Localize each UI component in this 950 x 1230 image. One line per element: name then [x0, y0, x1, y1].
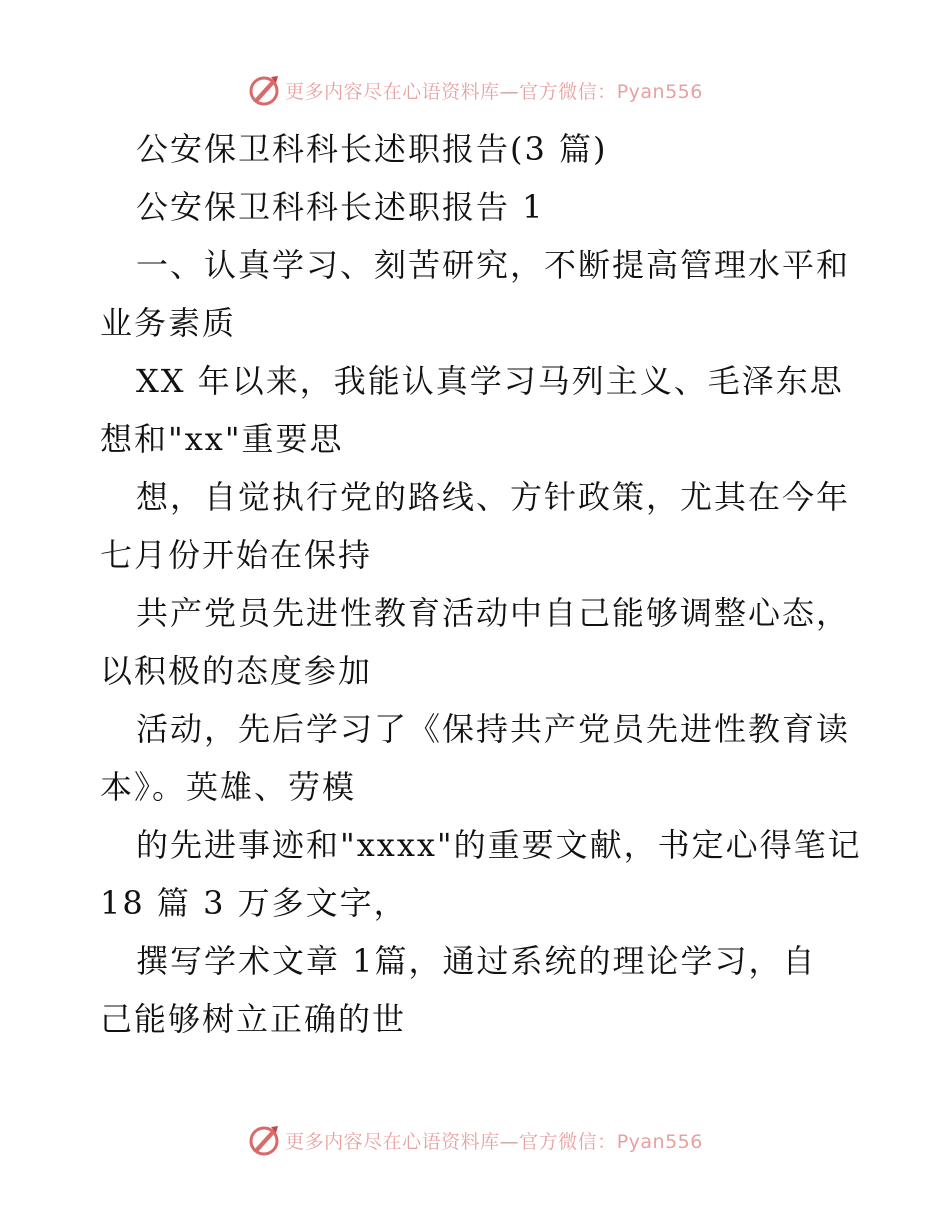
banner-wechat-id: Pyan556	[616, 80, 703, 103]
section-title: 公安保卫科科长述职报告 1	[136, 188, 545, 226]
paragraph-line: 想和"xx"重要思	[100, 420, 344, 458]
heading-line-cont: 业务素质	[100, 304, 237, 342]
header-banner	[0, 70, 950, 110]
paragraph-line: 18 篇 3 万多文字，	[100, 884, 408, 922]
banner-dash: —	[499, 80, 520, 103]
banner-dash: —	[499, 1130, 520, 1153]
paragraph-line: 想，自觉执行党的路线、方针政策，尤其在今年	[136, 478, 851, 516]
banner-wechat-id: Pyan556	[616, 1130, 703, 1153]
paragraph-line: XX 年以来，我能认真学习马列主义、毛泽东思	[136, 362, 844, 400]
paragraph-line: 的先进事迹和"xxxx"的重要文献，书定心得笔记	[136, 826, 862, 864]
doc-title: 公安保卫科科长述职报告(3 篇)	[136, 130, 608, 168]
paragraph-line: 以积极的态度参加	[100, 652, 373, 690]
red-quill-logo-icon	[247, 1123, 281, 1157]
red-quill-logo-icon	[247, 73, 281, 107]
banner-wechat-label: 官方微信：	[519, 80, 617, 103]
banner-wechat-label: 官方微信：	[519, 1130, 617, 1153]
footer-banner	[0, 1120, 950, 1160]
paragraph-line: 活动，先后学习了《保持共产党员先进性教育读	[136, 710, 851, 748]
banner-title: 更多内容尽在心语资料库	[285, 1130, 500, 1153]
heading-line: 一、认真学习、刻苦研究，不断提高管理水平和	[136, 246, 851, 284]
document-body	[100, 120, 860, 1048]
banner-title: 更多内容尽在心语资料库	[285, 80, 500, 103]
paragraph-line: 共产党员先进性教育活动中自己能够调整心态，	[136, 594, 851, 632]
banner-text	[285, 1127, 703, 1154]
paragraph-line: 七月份开始在保持	[100, 536, 373, 574]
banner-text	[285, 77, 703, 104]
paragraph-line: 撰写学术文章 1篇，通过系统的理论学习，自	[136, 942, 817, 980]
paragraph-line: 本》。英雄、劳模	[100, 768, 357, 806]
paragraph-line: 己能够树立正确的世	[100, 1000, 407, 1038]
